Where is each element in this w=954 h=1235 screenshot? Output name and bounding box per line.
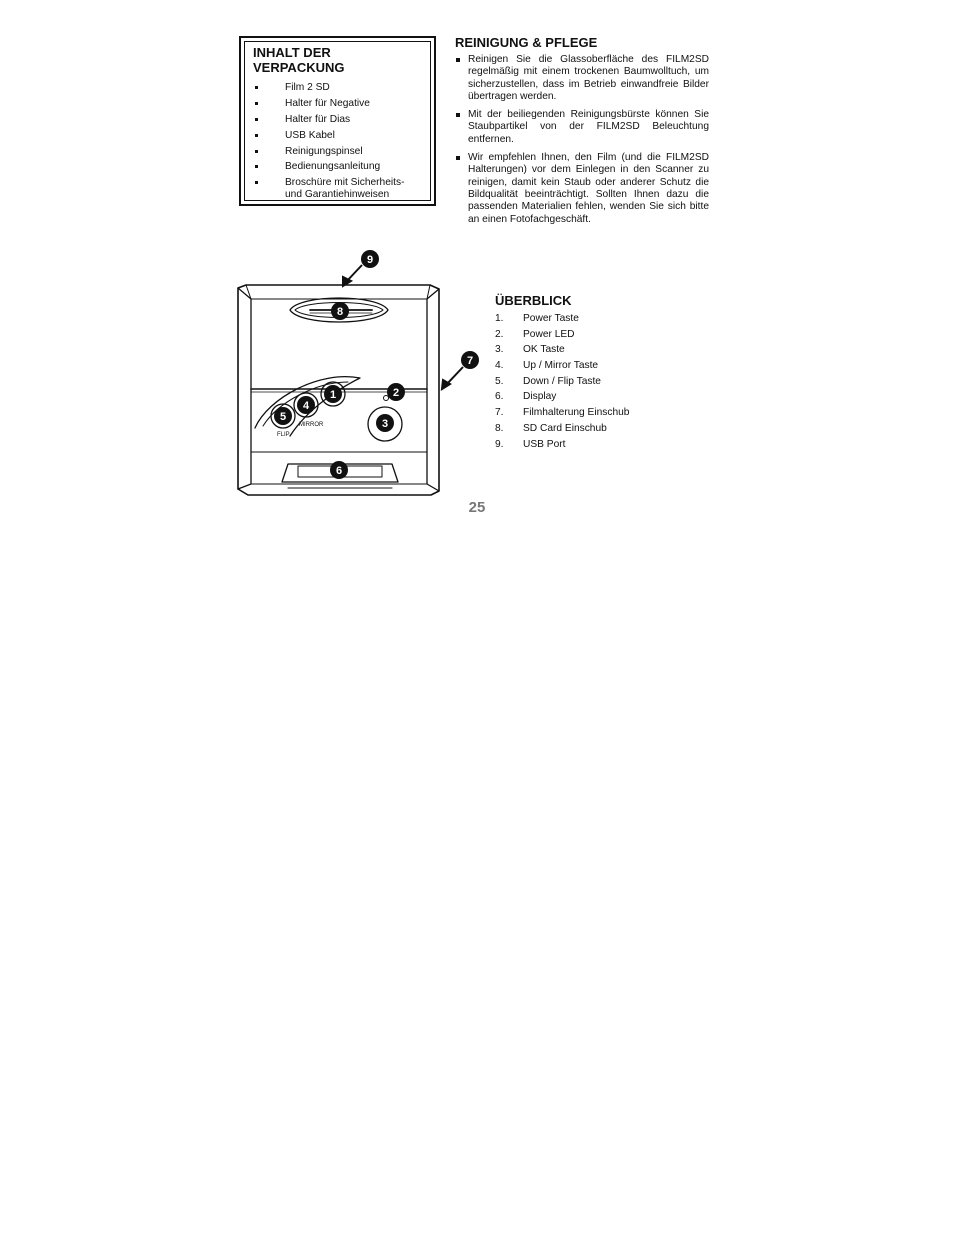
overview-list	[495, 313, 629, 454]
overview-item	[495, 329, 629, 341]
overview-item	[495, 407, 629, 419]
callout-9	[361, 250, 379, 268]
overview-item-label: Power LED	[523, 328, 575, 340]
care-item: Mit der beiliegenden Reinigungsbürste können Sie Staubpartikel von der FILM2SD Beleuchtung entfernen.	[455, 109, 709, 146]
callout-3	[376, 414, 394, 432]
overview-item	[495, 391, 629, 403]
callout-2	[387, 383, 405, 401]
overview-item-number: 7.	[495, 407, 504, 419]
overview-item-number: 6.	[495, 391, 504, 403]
contents-item: USB Kabel	[252, 130, 422, 142]
overview-item-number: 2.	[495, 328, 504, 340]
callout-label: 4	[302, 400, 310, 412]
care-title: REINIGUNG & PFLEGE	[455, 35, 598, 50]
overview-item-number: 3.	[495, 344, 504, 356]
overview-item	[495, 360, 629, 372]
contents-item: Broschüre mit Sicherheits- und Garantiehinweisen	[252, 177, 422, 201]
overview-item-label: USB Port	[523, 438, 566, 450]
overview-item-label: Down / Flip Taste	[523, 375, 601, 387]
overview-item	[495, 423, 629, 435]
device-diagram	[230, 246, 480, 502]
callout-7	[461, 351, 479, 369]
overview-item	[495, 439, 629, 451]
callout-label: 7	[466, 355, 474, 367]
page-number: 25	[468, 499, 486, 516]
contents-item: Film 2 SD	[252, 82, 422, 94]
overview-item-number: 1.	[495, 313, 504, 324]
callout-4	[294, 393, 318, 417]
overview-item-number: 5.	[495, 375, 504, 387]
overview-item-number: 8.	[495, 422, 504, 434]
overview-item-label: Power Taste	[523, 313, 579, 324]
callout-1	[321, 382, 345, 406]
callout-8	[331, 302, 349, 320]
callout-label: 2	[392, 387, 400, 399]
contents-box	[239, 36, 436, 206]
overview-item-label: Filmhalterung Einschub	[523, 407, 630, 419]
overview-item-label: Display	[523, 391, 557, 403]
care-list	[455, 54, 709, 232]
care-item: Reinigen Sie die Glassoberfläche des FILM2SD regelmäßig mit einem trockenen Baumwolltuch, um sicherzustellen, dass im Betrieb einwandfreie Bilder übertragen werden.	[455, 54, 709, 103]
contents-list	[252, 82, 422, 205]
overview-item-label: OK Taste	[523, 344, 565, 356]
overview-item	[495, 344, 629, 356]
overview-item-number: 4.	[495, 360, 504, 372]
contents-item: Reinigungspinsel	[252, 146, 422, 158]
callout-6	[330, 461, 348, 479]
callout-label: 3	[381, 418, 389, 430]
callout-label: 8	[336, 306, 344, 318]
overview-title: ÜBERBLICK	[495, 293, 572, 308]
overview-item-label: Up / Mirror Taste	[523, 360, 599, 372]
mirror-label: MIRROR	[299, 422, 324, 428]
overview-item-number: 9.	[495, 438, 504, 450]
contents-item: Halter für Dias	[252, 114, 422, 126]
overview-item	[495, 376, 629, 388]
callout-5	[271, 404, 295, 428]
care-item: Wir empfehlen Ihnen, den Film (und die FILM2SD Halterungen) vor dem Einlegen in den Scanner zu reinigen, damit kein Staub oder anderer Schutz die Bildqualität beeinträchtigt. Sollten Ihnen dazu die passenden Materialien fehlen, wenden Sie sich bitte an einen Fotofachgeschäft.	[455, 152, 709, 226]
callout-label: 9	[366, 254, 374, 266]
contents-item: Bedienungsanleitung	[252, 161, 422, 173]
contents-item: Halter für Negative	[252, 98, 422, 110]
overview-item-label: SD Card Einschub	[523, 422, 607, 434]
callout-label: 5	[279, 411, 287, 423]
contents-title: INHALT DER VERPACKUNG	[253, 45, 345, 75]
callout-label: 1	[329, 389, 337, 401]
overview-item	[495, 313, 629, 325]
callout-label: 6	[335, 465, 343, 477]
flip-label: FLIP	[277, 432, 290, 438]
